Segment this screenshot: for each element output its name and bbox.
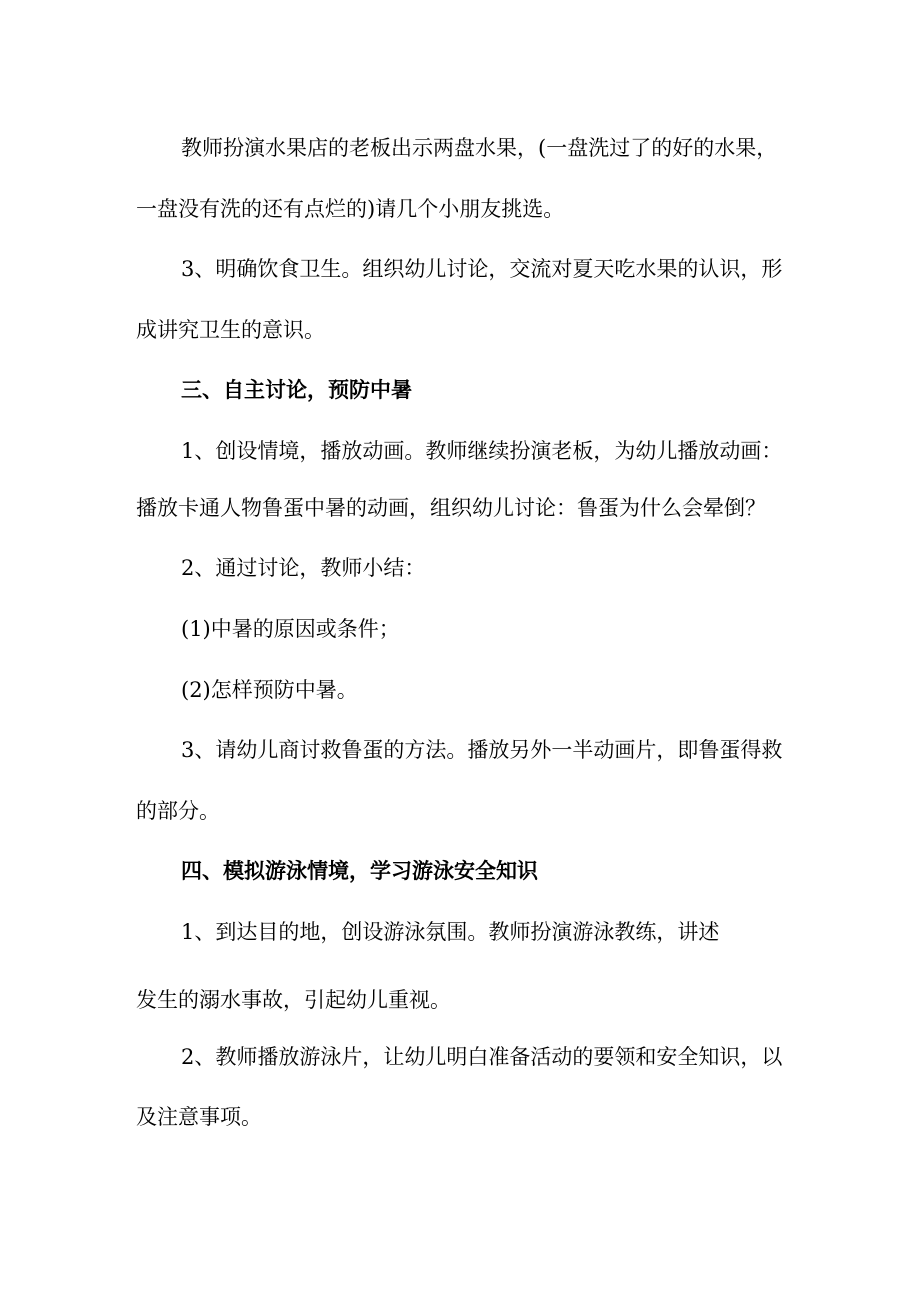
paragraph-line: 一盘没有洗的还有点烂的)请几个小朋友挑选。: [136, 197, 565, 221]
section-heading: 四、模拟游泳情境，学习游泳安全知识: [181, 859, 538, 883]
paragraph-line: 3、明确饮食卫生。组织幼儿讨论，交流对夏天吃水果的认识，形: [181, 257, 783, 281]
list-item: (1)中暑的原因或条件；: [181, 617, 400, 641]
paragraph-line: 1、创设情境，播放动画。教师继续扮演老板，为幼儿播放动画：: [181, 439, 783, 463]
list-item: (2)怎样预防中暑。: [181, 678, 358, 702]
paragraph-line: 发生的溺水事故，引起幼儿重视。: [136, 988, 451, 1012]
paragraph-line: 教师扮演水果店的老板出示两盘水果，(一盘洗过了的好的水果，: [181, 136, 778, 160]
paragraph-line: 1、到达目的地，创设游泳氛围。教师扮演游泳教练，讲述: [181, 920, 720, 944]
paragraph-line: 2、通过讨论，教师小结：: [181, 556, 426, 580]
paragraph-line: 播放卡通人物鲁蛋中暑的动画，组织幼儿讨论：鲁蛋为什么会晕倒？: [136, 496, 766, 520]
section-heading: 三、自主讨论，预防中暑: [181, 378, 412, 402]
paragraph-line: 及注意事项。: [136, 1105, 262, 1129]
paragraph-line: 3、请幼儿商讨救鲁蛋的方法。播放另外一半动画片，即鲁蛋得救: [181, 738, 783, 762]
paragraph-line: 成讲究卫生的意识。: [136, 318, 325, 342]
paragraph-line: 的部分。: [136, 799, 220, 823]
paragraph-line: 2、教师播放游泳片，让幼儿明白准备活动的要领和安全知识，以: [181, 1045, 783, 1069]
